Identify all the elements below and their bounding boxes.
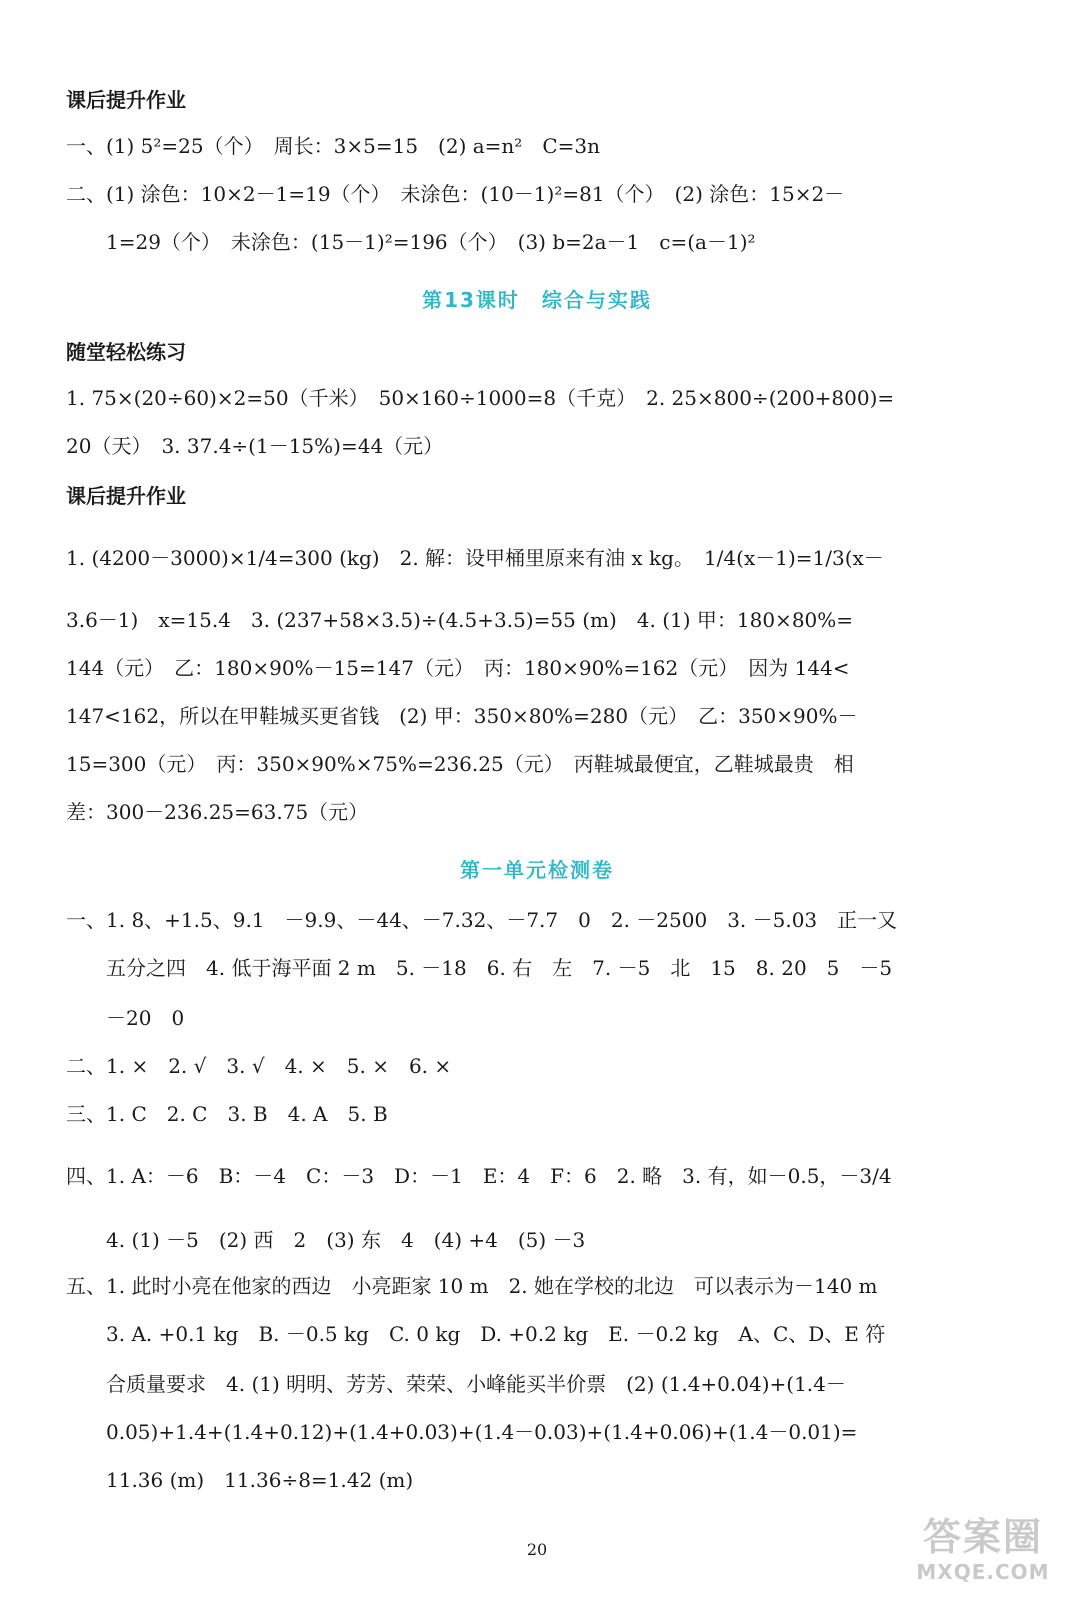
answer-line: 0.05)+1.4+(1.4+0.12)+(1.4+0.03)+(1.4－0.03)+(1.4+0.06)+(1.4－0.01)=	[66, 1420, 858, 1444]
answer-line: 3.6－1) x=15.4 3. (237+58×3.5)÷(4.5+3.5)=55 (m) 4. (1) 甲：180×80%=	[66, 608, 854, 632]
answer-line: 144（元） 乙：180×90%－15=147（元） 丙：180×90%=162（元） 因为 144<	[66, 656, 850, 680]
answer-line: －20 0	[66, 1006, 185, 1030]
answer-line: 15=300（元） 丙：350×90%×75%=236.25（元） 丙鞋城最便宜，乙鞋城最贵 相	[66, 752, 854, 776]
answer-line: 一、(1) 5²=25（个） 周长：3×5=15 (2) a=n² C=3n	[66, 134, 600, 158]
answer-line: 1. (4200－3000)×1/4=300 (kg) 2. 解：设甲桶里原来有油 x kg。 1/4(x－1)=1/3(x－	[66, 546, 884, 570]
answer-line: 一、1. 8、+1.5、9.1 －9.9、－44、－7.32、－7.7 0 2. －2500 3. －5.03 正一又	[66, 908, 898, 932]
section-heading: 课后提升作业	[66, 88, 186, 112]
answer-line: 1=29（个） 未涂色：(15－1)²=196（个） (3) b=2a－1 c=(a－1)²	[66, 230, 756, 254]
section-heading: 课后提升作业	[66, 484, 186, 508]
watermark-text: 答案圈	[922, 1515, 1043, 1559]
answer-line: 二、(1) 涂色：10×2－1=19（个） 未涂色：(10－1)²=81（个） (2) 涂色：15×2－	[66, 182, 845, 206]
unit-test-title: 第一单元检测卷	[460, 858, 614, 882]
answer-line: 三、1. C 2. C 3. B 4. A 5. B	[66, 1102, 388, 1126]
answer-line: 五、1. 此时小亮在他家的西边 小亮距家 10 m 2. 她在学校的北边 可以表示为－140 m	[66, 1274, 878, 1298]
page-number: 20	[526, 1540, 548, 1559]
lesson-title: 第13课时 综合与实践	[422, 288, 652, 312]
watermark-url: MXQE.COM	[916, 1560, 1050, 1584]
answer-line: 4. (1) －5 (2) 西 2 (3) 东 4 (4) +4 (5) －3	[66, 1228, 586, 1252]
answer-line: 合质量要求 4. (1) 明明、芳芳、荣荣、小峰能买半价票 (2) (1.4+0.04)+(1.4－	[66, 1372, 846, 1396]
answer-line: 二、1. × 2. √ 3. √ 4. × 5. × 6. ×	[66, 1054, 452, 1078]
answer-line: 差：300－236.25=63.75（元）	[66, 800, 369, 824]
answer-line: 11.36 (m) 11.36÷8=1.42 (m)	[66, 1468, 414, 1492]
answer-line: 3. A. +0.1 kg B. －0.5 kg C. 0 kg D. +0.2 kg E. －0.2 kg A、C、D、E 符	[66, 1322, 886, 1346]
section-heading: 随堂轻松练习	[66, 340, 186, 364]
watermark-logo	[908, 1514, 1058, 1594]
answer-line: 1. 75×(20÷60)×2=50（千米） 50×160÷1000=8（千克） 2. 25×800÷(200+800)=	[66, 386, 895, 410]
answer-line: 四、1. A：－6 B：－4 C：－3 D：－1 E：4 F：6 2. 略 3. 有，如－0.5，－3/4	[66, 1164, 892, 1188]
answer-line: 147<162，所以在甲鞋城买更省钱 (2) 甲：350×80%=280（元） 乙：350×90%－	[66, 704, 858, 728]
answer-line: 五分之四 4. 低于海平面 2 m 5. －18 6. 右 左 7. －5 北 15 8. 20 5 －5	[66, 956, 893, 980]
answer-line: 20（天） 3. 37.4÷(1－15%)=44（元）	[66, 434, 444, 458]
